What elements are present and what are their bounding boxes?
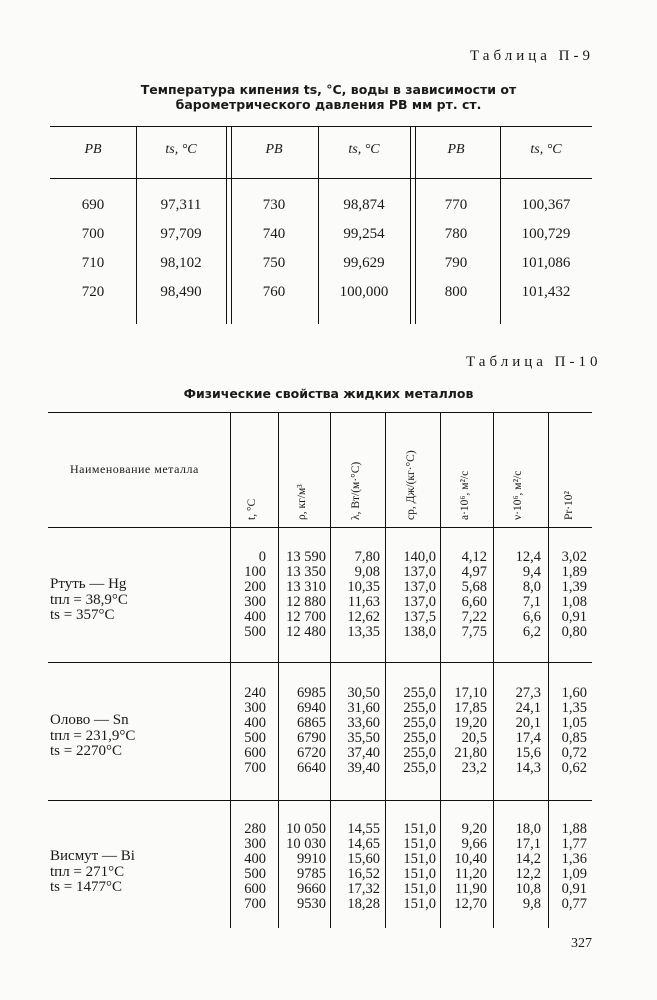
table-10-cell: 1,36 bbox=[561, 851, 587, 867]
table-10-cell: 1,05 bbox=[561, 715, 587, 731]
table-10-cell: 0,62 bbox=[561, 760, 587, 776]
table-10-cell: 200 bbox=[244, 579, 266, 595]
table-10-cell: 137,5 bbox=[403, 609, 436, 625]
metal-tboil: ts = 1477°C bbox=[50, 879, 122, 895]
table-10-col-cp bbox=[403, 822, 436, 912]
table-10-cell: 16,52 bbox=[347, 866, 380, 882]
table-9-cell-t: 100,000 bbox=[339, 284, 389, 300]
table-10-cell: 19,20 bbox=[454, 715, 487, 731]
table-9-cell-t: 101,086 bbox=[521, 255, 571, 271]
table-10-cell: 6,6 bbox=[522, 609, 541, 625]
table-10-cell: 11,90 bbox=[454, 881, 487, 897]
table-9-cell-p: 750 bbox=[262, 255, 286, 271]
table-10-cell: 255,0 bbox=[403, 760, 436, 776]
table-10-header-name: Наименование металла bbox=[70, 462, 199, 476]
table-10-cell: 14,3 bbox=[515, 760, 541, 776]
table-10-cell: 9,4 bbox=[522, 564, 541, 580]
table-9-cell-t: 97,311 bbox=[160, 197, 202, 213]
metal-name-block bbox=[50, 713, 135, 760]
table-10-cell: 137,0 bbox=[403, 579, 436, 595]
table-10-cell: 7,75 bbox=[461, 624, 487, 640]
table-10-header-t: t, °C bbox=[246, 498, 258, 520]
table-10-cell: 6790 bbox=[297, 730, 326, 746]
table-10-cell: 10,40 bbox=[454, 851, 487, 867]
table-10-cell: 700 bbox=[244, 896, 266, 912]
table-10-cell: 400 bbox=[244, 851, 266, 867]
table-10-cell: 137,0 bbox=[403, 564, 436, 580]
table-10-col-t bbox=[244, 550, 266, 640]
table-9-cell-t: 98,102 bbox=[160, 255, 202, 271]
table-10-col-rho bbox=[286, 822, 326, 912]
table-10-cell: 0,80 bbox=[561, 624, 587, 640]
table-10-col-a bbox=[454, 686, 487, 776]
table-10-cell: 240 bbox=[244, 685, 266, 701]
table-9-cell-p: 780 bbox=[444, 226, 468, 242]
table-10-cell: 151,0 bbox=[403, 881, 436, 897]
table-10-label: Таблица П-10 bbox=[466, 354, 602, 370]
table-10-col-lambda bbox=[347, 822, 380, 912]
table-10-col-t bbox=[244, 686, 266, 776]
table-10-cell: 4,97 bbox=[461, 564, 487, 580]
table-9-cell-p: 740 bbox=[262, 226, 286, 242]
table-10-cell: 17,1 bbox=[515, 836, 541, 852]
page-number: 327 bbox=[571, 936, 592, 951]
table-10-header-rho: ρ, кг/м³ bbox=[296, 484, 308, 520]
table-10-cell: 35,50 bbox=[347, 730, 380, 746]
table-10-cell: 14,2 bbox=[515, 851, 541, 867]
table-10-cell: 12 480 bbox=[286, 624, 326, 640]
table-10-cell: 1,60 bbox=[561, 685, 587, 701]
table-10-cell: 300 bbox=[244, 836, 266, 852]
table-9-cell-t: 98,874 bbox=[343, 197, 385, 213]
table-9-header-p: PВ bbox=[447, 142, 465, 157]
table-9-cell-p: 730 bbox=[262, 197, 286, 213]
table-10-header-nu: ν·10⁶, м²/с bbox=[512, 470, 524, 520]
metal-name: Висмут — Bi bbox=[50, 848, 135, 864]
table-10-cell: 400 bbox=[244, 609, 266, 625]
table-9-cell-p: 790 bbox=[444, 255, 468, 271]
table-10-cell: 15,6 bbox=[515, 745, 541, 761]
table-10-cell: 0,85 bbox=[561, 730, 587, 746]
table-10-cell: 0 bbox=[258, 549, 266, 565]
table-10-cell: 151,0 bbox=[403, 896, 436, 912]
metal-name-block bbox=[50, 849, 135, 896]
table-10-cell: 700 bbox=[244, 760, 266, 776]
table-9-cell-p: 800 bbox=[444, 284, 468, 300]
table-9-cell-p: 690 bbox=[81, 197, 105, 213]
table-9-cell-t: 101,432 bbox=[521, 284, 571, 300]
table-10-cell: 12,70 bbox=[454, 896, 487, 912]
table-10-cell: 11,63 bbox=[347, 594, 380, 610]
table-9-title-line2: барометрического давления PВ мм рт. ст. bbox=[175, 97, 482, 112]
table-10-title: Физические свойства жидких металлов bbox=[183, 386, 474, 401]
table-10-cell: 14,65 bbox=[347, 836, 380, 852]
table-10-cell: 100 bbox=[244, 564, 266, 580]
metal-tboil: ts = 2270°C bbox=[50, 743, 122, 759]
table-10-col-a bbox=[454, 822, 487, 912]
table-10-cell: 24,1 bbox=[515, 700, 541, 716]
table-10-cell: 15,60 bbox=[347, 851, 380, 867]
metal-tmelt: tпл = 38,9°C bbox=[50, 591, 128, 608]
table-10-cell: 300 bbox=[244, 594, 266, 610]
table-10-cell: 20,1 bbox=[515, 715, 541, 731]
table-10-cell: 9,66 bbox=[461, 836, 487, 852]
table-9-cell-t: 97,709 bbox=[160, 226, 202, 242]
table-10-cell: 255,0 bbox=[403, 685, 436, 701]
table-9-cell-p: 760 bbox=[262, 284, 286, 300]
table-9-header-p: PВ bbox=[84, 142, 102, 157]
table-9-header-t: ts, °C bbox=[348, 142, 380, 157]
table-10-cell: 13 350 bbox=[286, 564, 326, 580]
table-10-cell: 17,4 bbox=[515, 730, 541, 746]
table-10-cell: 17,85 bbox=[454, 700, 487, 716]
table-10-cell: 18,0 bbox=[515, 821, 541, 837]
table-10-cell: 30,50 bbox=[347, 685, 380, 701]
table-9-cell-t: 98,490 bbox=[160, 284, 202, 300]
table-10-cell: 1,88 bbox=[561, 821, 587, 837]
table-10-cell: 137,0 bbox=[403, 594, 436, 610]
table-10-cell: 500 bbox=[244, 866, 266, 882]
table-9-cell-p: 770 bbox=[444, 197, 468, 213]
table-10-cell: 151,0 bbox=[403, 836, 436, 852]
table-10-cell: 9660 bbox=[297, 881, 326, 897]
table-10-cell: 11,20 bbox=[454, 866, 487, 882]
table-10-cell: 9910 bbox=[297, 851, 326, 867]
table-10-cell: 255,0 bbox=[403, 730, 436, 746]
table-10-cell: 10,8 bbox=[515, 881, 541, 897]
table-10-cell: 1,09 bbox=[561, 866, 587, 882]
table-9-cell-t: 100,367 bbox=[521, 197, 571, 213]
table-10-col-lambda bbox=[347, 686, 380, 776]
table-10-cell: 14,55 bbox=[347, 821, 380, 837]
table-10-cell: 39,40 bbox=[347, 760, 380, 776]
table-10-cell: 9785 bbox=[297, 866, 326, 882]
table-10-cell: 255,0 bbox=[403, 700, 436, 716]
table-10-header-a: a·10⁶, м²/с bbox=[459, 470, 471, 520]
table-10-col-nu bbox=[516, 550, 541, 640]
table-10-col-a bbox=[462, 550, 487, 640]
table-10-col-t bbox=[244, 822, 266, 912]
table-10-cell: 12,2 bbox=[515, 866, 541, 882]
table-10-cell: 7,1 bbox=[522, 594, 541, 610]
table-10-cell: 9530 bbox=[297, 896, 326, 912]
table-10-cell: 6940 bbox=[297, 700, 326, 716]
table-10-cell: 280 bbox=[244, 821, 266, 837]
table-10-cell: 6865 bbox=[297, 715, 326, 731]
table-10-cell: 21,80 bbox=[454, 745, 487, 761]
table-10-header-lambda: λ, Вт/(м·°C) bbox=[350, 461, 362, 520]
table-10-cell: 6985 bbox=[297, 685, 326, 701]
table-10-cell: 31,60 bbox=[347, 700, 380, 716]
table-10-cell: 10 050 bbox=[286, 821, 326, 837]
table-10-cell: 0,91 bbox=[561, 881, 587, 897]
table-10-cell: 12,4 bbox=[515, 549, 541, 565]
table-10-cell: 18,28 bbox=[347, 896, 380, 912]
table-10-col-nu bbox=[516, 822, 541, 912]
metal-tmelt: tпл = 271°C bbox=[50, 863, 125, 880]
table-10-col-pr bbox=[562, 822, 587, 912]
table-9-cell-p: 700 bbox=[81, 226, 105, 242]
table-10-cell: 17,32 bbox=[347, 881, 380, 897]
table-9-title-line1: Температура кипения ts, °C, воды в зависимости от bbox=[140, 82, 517, 97]
table-9-cell-p: 710 bbox=[81, 255, 105, 271]
table-10-cell: 600 bbox=[244, 745, 266, 761]
table-10-cell: 13,35 bbox=[347, 624, 380, 640]
table-10-cell: 10 030 bbox=[286, 836, 326, 852]
table-9-header-p: PВ bbox=[265, 142, 283, 157]
table-10-cell: 9,08 bbox=[354, 564, 380, 580]
table-10-cell: 20,5 bbox=[461, 730, 487, 746]
table-10-cell: 10,35 bbox=[347, 579, 380, 595]
table-10-header-cp: cp, Дж/(кг·°C) bbox=[405, 450, 417, 520]
table-10-cell: 151,0 bbox=[403, 866, 436, 882]
table-10-cell: 500 bbox=[244, 730, 266, 746]
table-10-cell: 12 700 bbox=[286, 609, 326, 625]
table-10-cell: 0,91 bbox=[561, 609, 587, 625]
table-10-cell: 7,22 bbox=[461, 609, 487, 625]
table-10-cell: 4,12 bbox=[461, 549, 487, 565]
table-9-cell-p: 720 bbox=[81, 284, 105, 300]
table-10-cell: 27,3 bbox=[515, 685, 541, 701]
metal-tboil: ts = 357°C bbox=[50, 607, 115, 623]
table-10-cell: 7,80 bbox=[354, 549, 380, 565]
table-10-col-nu bbox=[516, 686, 541, 776]
table-10-cell: 13 590 bbox=[286, 549, 326, 565]
table-10-cell: 9,8 bbox=[522, 896, 541, 912]
table-10-cell: 17,10 bbox=[454, 685, 487, 701]
table-10-cell: 12,62 bbox=[347, 609, 380, 625]
table-10-col-cp bbox=[403, 686, 436, 776]
table-9-header-t: ts, °C bbox=[530, 142, 562, 157]
table-10-cell: 5,68 bbox=[461, 579, 487, 595]
table-10-cell: 6640 bbox=[297, 760, 326, 776]
table-10-cell: 6,2 bbox=[522, 624, 541, 640]
table-10-cell: 255,0 bbox=[403, 745, 436, 761]
table-10-cell: 37,40 bbox=[347, 745, 380, 761]
table-10-col-lambda bbox=[347, 550, 380, 640]
table-10-cell: 13 310 bbox=[286, 579, 326, 595]
table-10-col-rho bbox=[297, 686, 326, 776]
table-10-cell: 33,60 bbox=[347, 715, 380, 731]
table-9-header-t: ts, °C bbox=[165, 142, 197, 157]
table-9-cell-t: 100,729 bbox=[521, 226, 571, 242]
table-10-col-rho bbox=[286, 550, 326, 640]
table-10-cell: 23,2 bbox=[461, 760, 487, 776]
table-10-cell: 151,0 bbox=[403, 821, 436, 837]
table-10-col-pr bbox=[562, 550, 587, 640]
table-10-cell: 12 880 bbox=[286, 594, 326, 610]
table-10-cell: 1,89 bbox=[561, 564, 587, 580]
table-10-cell: 6,60 bbox=[461, 594, 487, 610]
metal-tmelt: tпл = 231,9°C bbox=[50, 727, 136, 744]
table-9-cell-t: 99,254 bbox=[343, 226, 385, 242]
table-10-cell: 600 bbox=[244, 881, 266, 897]
metal-name: Ртуть — Hg bbox=[50, 576, 127, 592]
table-10-cell: 255,0 bbox=[403, 715, 436, 731]
table-10-cell: 300 bbox=[244, 700, 266, 716]
table-10-col-cp bbox=[403, 550, 436, 640]
table-10-cell: 500 bbox=[244, 624, 266, 640]
table-10-cell: 6720 bbox=[297, 745, 326, 761]
table-10-cell: 8,0 bbox=[522, 579, 541, 595]
table-10-cell: 1,08 bbox=[561, 594, 587, 610]
table-10-cell: 1,39 bbox=[561, 579, 587, 595]
metal-name: Олово — Sn bbox=[50, 712, 129, 728]
table-10-cell: 1,77 bbox=[561, 836, 587, 852]
table-10-header-pr: Pr·10² bbox=[563, 490, 575, 520]
table-10-cell: 0,72 bbox=[561, 745, 587, 761]
table-9-cell-t: 99,629 bbox=[343, 255, 385, 271]
table-10-cell: 400 bbox=[244, 715, 266, 731]
table-9-label: Таблица П-9 bbox=[470, 48, 594, 64]
table-10-cell: 3,02 bbox=[561, 549, 587, 565]
table-10-cell: 151,0 bbox=[403, 851, 436, 867]
metal-name-block bbox=[50, 577, 128, 624]
table-10-col-pr bbox=[562, 686, 587, 776]
table-10-cell: 138,0 bbox=[403, 624, 436, 640]
table-10-cell: 140,0 bbox=[403, 549, 436, 565]
table-10-cell: 9,20 bbox=[461, 821, 487, 837]
table-10-cell: 1,35 bbox=[561, 700, 587, 716]
table-10-cell: 0,77 bbox=[561, 896, 587, 912]
